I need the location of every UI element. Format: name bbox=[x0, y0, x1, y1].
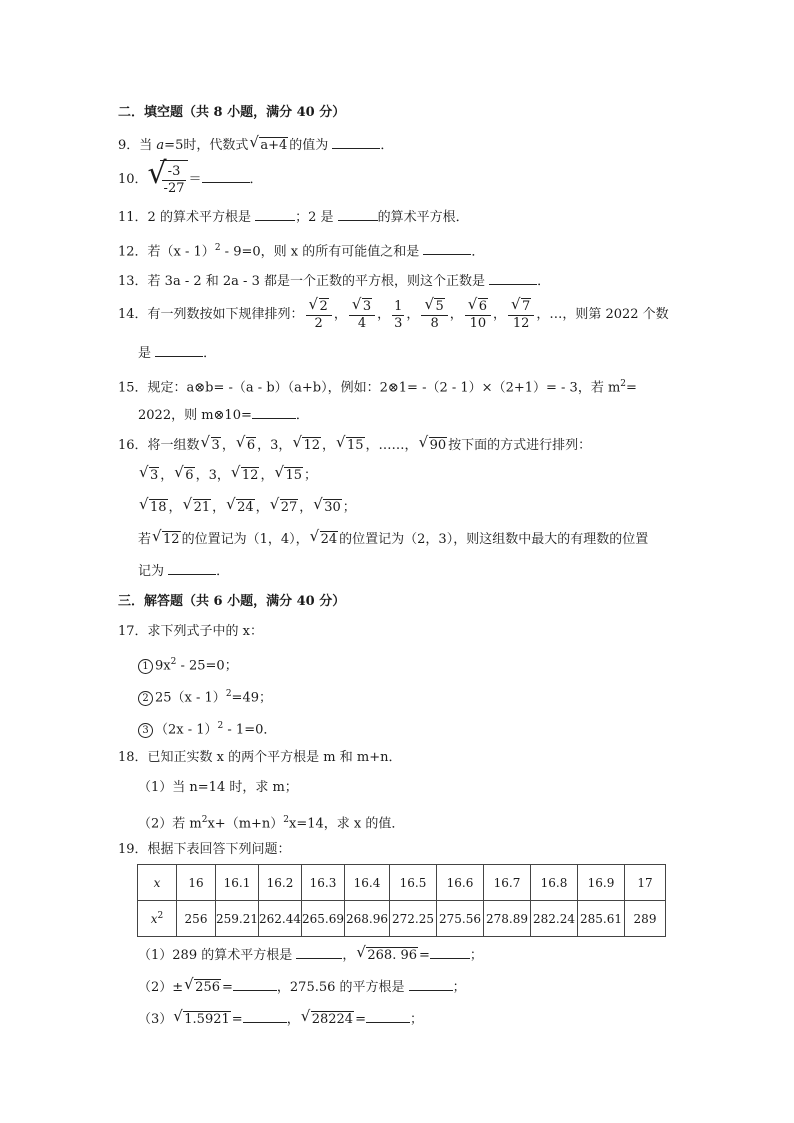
q19-p3a: （3） bbox=[138, 1012, 173, 1027]
table-cell-x2: 268.96 bbox=[345, 901, 390, 937]
q10-sqrt: √ $\frac{-3}{-27}$ bbox=[148, 160, 189, 199]
q19-blank-5[interactable] bbox=[243, 1008, 287, 1023]
table-cell-x: 16.8 bbox=[531, 865, 578, 901]
q19-p1c: = bbox=[419, 948, 430, 963]
separator: ， bbox=[160, 468, 174, 483]
separator: ， bbox=[321, 438, 335, 453]
q18-p2c: x=14，求 x 的值． bbox=[289, 816, 405, 832]
circled-1: 1 bbox=[138, 659, 153, 674]
q13-text: 13．若 3a - 2 和 2a - 3 都是一个正数的平方根，则这个正数是 bbox=[118, 274, 490, 289]
section-solve-heading: 三．解答题（共 6 小题，满分 40 分） bbox=[118, 594, 346, 609]
q16-term: 3 bbox=[270, 438, 279, 453]
q17-item-2-text: 25（x - 1） bbox=[155, 690, 226, 706]
q18-p2a: （2）若 m bbox=[138, 816, 202, 832]
q14-fraction-sqrt: √ 7 bbox=[511, 294, 531, 314]
q16-cond2: 的位置记为（1，4）， bbox=[181, 532, 309, 547]
question-16 bbox=[118, 433, 592, 456]
q19-blank-4[interactable] bbox=[409, 976, 453, 991]
table-cell-x2: 285.61 bbox=[578, 901, 625, 937]
q11-text2: ；2 是 bbox=[295, 210, 338, 225]
q14-fraction-sqrt: √ 3 bbox=[351, 294, 372, 314]
q16-term-sqrt: √ 30 bbox=[313, 495, 341, 515]
q19-p1-sqrt: √ 268. 96 bbox=[356, 943, 417, 963]
q16-term-sqrt: √ 3 bbox=[139, 463, 159, 483]
question-10 bbox=[118, 156, 263, 199]
separator: ， bbox=[278, 438, 292, 453]
separator: ， bbox=[406, 307, 420, 322]
q16-term-sqrt: √ 27 bbox=[269, 495, 298, 515]
question-15 bbox=[118, 374, 637, 398]
q19-p3-sqrt-1: √ 1.5921 bbox=[173, 1007, 230, 1027]
q16-last-sqrt: √ 90 bbox=[418, 433, 447, 453]
table-header-x: x bbox=[138, 865, 177, 901]
question-9 bbox=[118, 134, 393, 156]
separator: ； bbox=[304, 468, 318, 483]
table-cell-x2: 256 bbox=[177, 901, 216, 937]
q17-item-1-sup: 2 bbox=[170, 657, 177, 667]
squares-table bbox=[137, 864, 666, 937]
table-cell-x: 16.1 bbox=[216, 865, 259, 901]
q19-p1b: ， bbox=[342, 948, 356, 963]
table-cell-x: 16.9 bbox=[578, 865, 625, 901]
q19-blank-3[interactable] bbox=[233, 976, 277, 991]
table-cell-x2: 262.44 bbox=[259, 901, 302, 937]
table-cell-x: 17 bbox=[625, 865, 666, 901]
table-header-x2-sup: 2 bbox=[157, 911, 164, 921]
q18-p2-sup: 2 bbox=[201, 815, 208, 825]
q16-cond3: 的位置记为（2，3），则这组数中最大的有理数的位置 bbox=[339, 532, 649, 547]
q16-term-sqrt: √ 24 bbox=[226, 495, 254, 515]
q16-sequence bbox=[200, 433, 366, 453]
table-cell-x2: 259.21 bbox=[216, 901, 259, 937]
separator: ， bbox=[299, 500, 313, 515]
q9-text-mid: =5时，代数式 bbox=[164, 138, 249, 153]
q14-sequence bbox=[304, 294, 537, 331]
q19-p3b: = bbox=[231, 1012, 243, 1027]
table-cell-x: 16.2 bbox=[259, 865, 302, 901]
q15-eq: = bbox=[626, 380, 637, 396]
q19-part-1 bbox=[138, 944, 483, 966]
q9-sqrt: √ a+4 bbox=[249, 133, 288, 153]
q19-p3d: = bbox=[355, 1012, 366, 1027]
q10-eq: ＝ bbox=[188, 172, 202, 187]
q9-blank[interactable] bbox=[332, 134, 380, 149]
table-cell-x: 16.7 bbox=[484, 865, 531, 901]
q19-p2c: ，275.56 的平方根是 bbox=[276, 980, 409, 995]
q14-fraction: √ 3 4 bbox=[349, 298, 375, 332]
q12-blank[interactable] bbox=[423, 240, 471, 255]
q19-p2a: （2）± bbox=[138, 980, 184, 995]
separator: ， bbox=[216, 468, 230, 483]
q15-blank[interactable] bbox=[252, 404, 296, 419]
q11-blank-1[interactable] bbox=[255, 206, 295, 221]
q15-line2: 2022，则 m⊗10= bbox=[138, 408, 252, 423]
q17-item-2-sup: 2 bbox=[225, 689, 232, 699]
q16-condition bbox=[138, 527, 649, 550]
table-cell-x2: 289 bbox=[625, 901, 666, 937]
q9-var: a bbox=[156, 138, 165, 153]
q10-label: 10． bbox=[118, 172, 148, 187]
table-cell-x2: 265.69 bbox=[302, 901, 345, 937]
q16-term-sqrt: √ 15 bbox=[274, 463, 302, 483]
table-cell-x: 16.6 bbox=[437, 865, 484, 901]
q19-blank-6[interactable] bbox=[366, 1008, 410, 1023]
q18-part-2 bbox=[138, 810, 404, 834]
q14-fraction-sqrt: √ 5 bbox=[424, 294, 444, 314]
q16-term-sqrt: √ 21 bbox=[182, 495, 211, 515]
q19-p3-sqrt-2: √ 28224 bbox=[300, 1007, 354, 1027]
q16-term-sqrt: √ 12 bbox=[292, 433, 320, 453]
q14-fraction: √ 6 10 bbox=[465, 298, 491, 332]
q12-end: ． bbox=[471, 244, 485, 260]
q15-end: ． bbox=[295, 408, 309, 423]
q16-term-sqrt: √ 15 bbox=[336, 433, 364, 453]
separator: ， bbox=[221, 438, 235, 453]
table-cell-x: 16 bbox=[177, 865, 216, 901]
separator: ， bbox=[449, 307, 463, 322]
q19-p1end: ； bbox=[469, 948, 483, 963]
question-19: 19．根据下表回答下列问题： bbox=[118, 842, 291, 857]
q14-fraction: √ 2 2 bbox=[306, 298, 332, 332]
q17-item-2 bbox=[138, 684, 272, 708]
q16-row-2 bbox=[138, 495, 356, 518]
question-11 bbox=[118, 206, 469, 228]
table-row-x bbox=[138, 865, 666, 901]
q19-p1a: （1）289 的算术平方根是 bbox=[138, 948, 297, 963]
q12-text: 12．若（x - 1） bbox=[118, 244, 215, 260]
q15-sup: 2 bbox=[620, 379, 627, 389]
question-15-line2 bbox=[138, 404, 309, 426]
q14-blank[interactable] bbox=[155, 342, 203, 357]
q17-item-3-text: （2x - 1） bbox=[155, 722, 218, 738]
separator: ， bbox=[195, 468, 209, 483]
q17-item-3 bbox=[138, 716, 276, 740]
q14-text: 14．有一列数按如下规律排列： bbox=[118, 307, 304, 322]
question-17: 17．求下列式子中的 x： bbox=[118, 624, 264, 639]
question-14 bbox=[118, 296, 669, 334]
table-cell-x2: 272.25 bbox=[390, 901, 437, 937]
q16-term-sqrt: √ 3 bbox=[200, 433, 220, 453]
separator: ， bbox=[255, 500, 269, 515]
q17-item-1 bbox=[138, 652, 238, 676]
q14-fraction-sqrt: √ 2 bbox=[308, 294, 328, 314]
q14-line2: 是 bbox=[138, 346, 156, 361]
q16-cond1: 若 bbox=[138, 532, 152, 547]
q19-p2b: = bbox=[222, 980, 233, 995]
table-cell-x: 16.4 bbox=[345, 865, 390, 901]
q19-p3end: ； bbox=[409, 1012, 423, 1027]
table-row-x2 bbox=[138, 901, 666, 937]
q17-item-2-rest: =49； bbox=[231, 690, 272, 706]
q18-p2-sup2: 2 bbox=[283, 815, 290, 825]
q14-fraction: $\frac{1}{3}$ bbox=[394, 298, 403, 331]
q14-end: ． bbox=[203, 346, 217, 361]
separator: ； bbox=[342, 500, 356, 515]
circled-2: 2 bbox=[138, 691, 153, 706]
q9-text-post: 的值为 bbox=[289, 138, 333, 153]
q16-term: 3 bbox=[208, 468, 217, 483]
q16-dots: ，……， bbox=[365, 438, 418, 453]
table-header-x2 bbox=[138, 901, 177, 937]
q14-fraction-sqrt: √ 6 bbox=[467, 294, 488, 314]
q19-p2-sqrt: √ 256 bbox=[184, 975, 220, 995]
q16-cond-sqrt-b: √ 24 bbox=[309, 527, 338, 547]
q12-sup: 2 bbox=[214, 243, 221, 253]
table-cell-x2: 275.56 bbox=[437, 901, 484, 937]
q9-end: ． bbox=[380, 138, 394, 153]
q16-term-sqrt: √ 18 bbox=[139, 495, 167, 515]
q10-end: ． bbox=[249, 172, 263, 187]
q17-item-1-rest: - 25=0； bbox=[176, 658, 238, 674]
separator: ， bbox=[260, 468, 274, 483]
q11-text3: 的算术平方根． bbox=[377, 210, 469, 225]
table-cell-x2: 278.89 bbox=[484, 901, 531, 937]
q16-end: ． bbox=[216, 564, 230, 579]
separator: ， bbox=[212, 500, 226, 515]
q18-p2b: x+（m+n） bbox=[207, 816, 284, 832]
q11-text1: 11．2 的算术平方根是 bbox=[118, 210, 256, 225]
q17-item-1-text: 9x bbox=[155, 658, 171, 674]
q11-blank-2[interactable] bbox=[338, 206, 378, 221]
circled-3: 3 bbox=[138, 723, 153, 738]
q10-blank[interactable] bbox=[202, 168, 250, 183]
q16-last-line bbox=[138, 560, 229, 582]
q13-end: ． bbox=[537, 274, 551, 289]
q16-term-sqrt: √ 12 bbox=[230, 463, 259, 483]
question-18: 18．已知正实数 x 的两个平方根是 m 和 m+n． bbox=[118, 750, 402, 765]
question-14-line2 bbox=[138, 342, 216, 364]
q15-line1: 15．规定：a⊗b= -（a - b）（a+b），例如：2⊗1= -（2 - 1）×（2+1）= - 3，若 m bbox=[118, 380, 621, 396]
q16-row-1 bbox=[138, 463, 318, 486]
q14-post: ，…，则第 2022 个数 bbox=[536, 307, 669, 322]
q16-cond-sqrt-a: √ 12 bbox=[152, 527, 180, 547]
table-cell-x2: 282.24 bbox=[531, 901, 578, 937]
q14-fraction: √ 5 8 bbox=[421, 298, 447, 332]
q19-blank-2[interactable] bbox=[430, 944, 470, 959]
separator: ， bbox=[333, 307, 347, 322]
q16-term-sqrt: √ 6 bbox=[174, 463, 194, 483]
q16-term-sqrt: √ 6 bbox=[235, 433, 256, 453]
q17-item-3-sup: 2 bbox=[217, 721, 224, 731]
q14-fraction: √ 7 12 bbox=[508, 298, 534, 332]
q13-blank[interactable] bbox=[489, 270, 537, 285]
q19-p2end: ； bbox=[452, 980, 466, 995]
section-fill-heading: 二．填空题（共 8 小题，满分 40 分） bbox=[118, 105, 346, 120]
table-header-x2-label: x bbox=[150, 912, 158, 926]
q19-part-3 bbox=[138, 1008, 423, 1030]
q9-text: 9．当 bbox=[118, 138, 157, 153]
q12-text2: - 9=0，则 x 的所有可能值之和是 bbox=[220, 244, 424, 260]
table-cell-x: 16.3 bbox=[302, 865, 345, 901]
separator: ， bbox=[377, 307, 391, 322]
q19-part-2 bbox=[138, 976, 466, 998]
q16-post: 按下面的方式进行排列： bbox=[448, 438, 592, 453]
table-cell-x: 16.5 bbox=[390, 865, 437, 901]
q16-blank[interactable] bbox=[168, 560, 216, 575]
q17-item-3-rest: - 1=0． bbox=[223, 722, 277, 738]
q16-pre: 16．将一组数 bbox=[118, 438, 200, 453]
separator: ， bbox=[168, 500, 182, 515]
separator: ， bbox=[257, 438, 271, 453]
q18-part-1: （1）当 n=14 时，求 m； bbox=[138, 780, 298, 795]
q16-line-last: 记为 bbox=[138, 564, 169, 579]
question-13 bbox=[118, 270, 550, 292]
q19-p3c: ， bbox=[286, 1012, 300, 1027]
question-12 bbox=[118, 238, 484, 262]
separator: ， bbox=[493, 307, 507, 322]
q19-blank-1[interactable] bbox=[296, 944, 342, 959]
